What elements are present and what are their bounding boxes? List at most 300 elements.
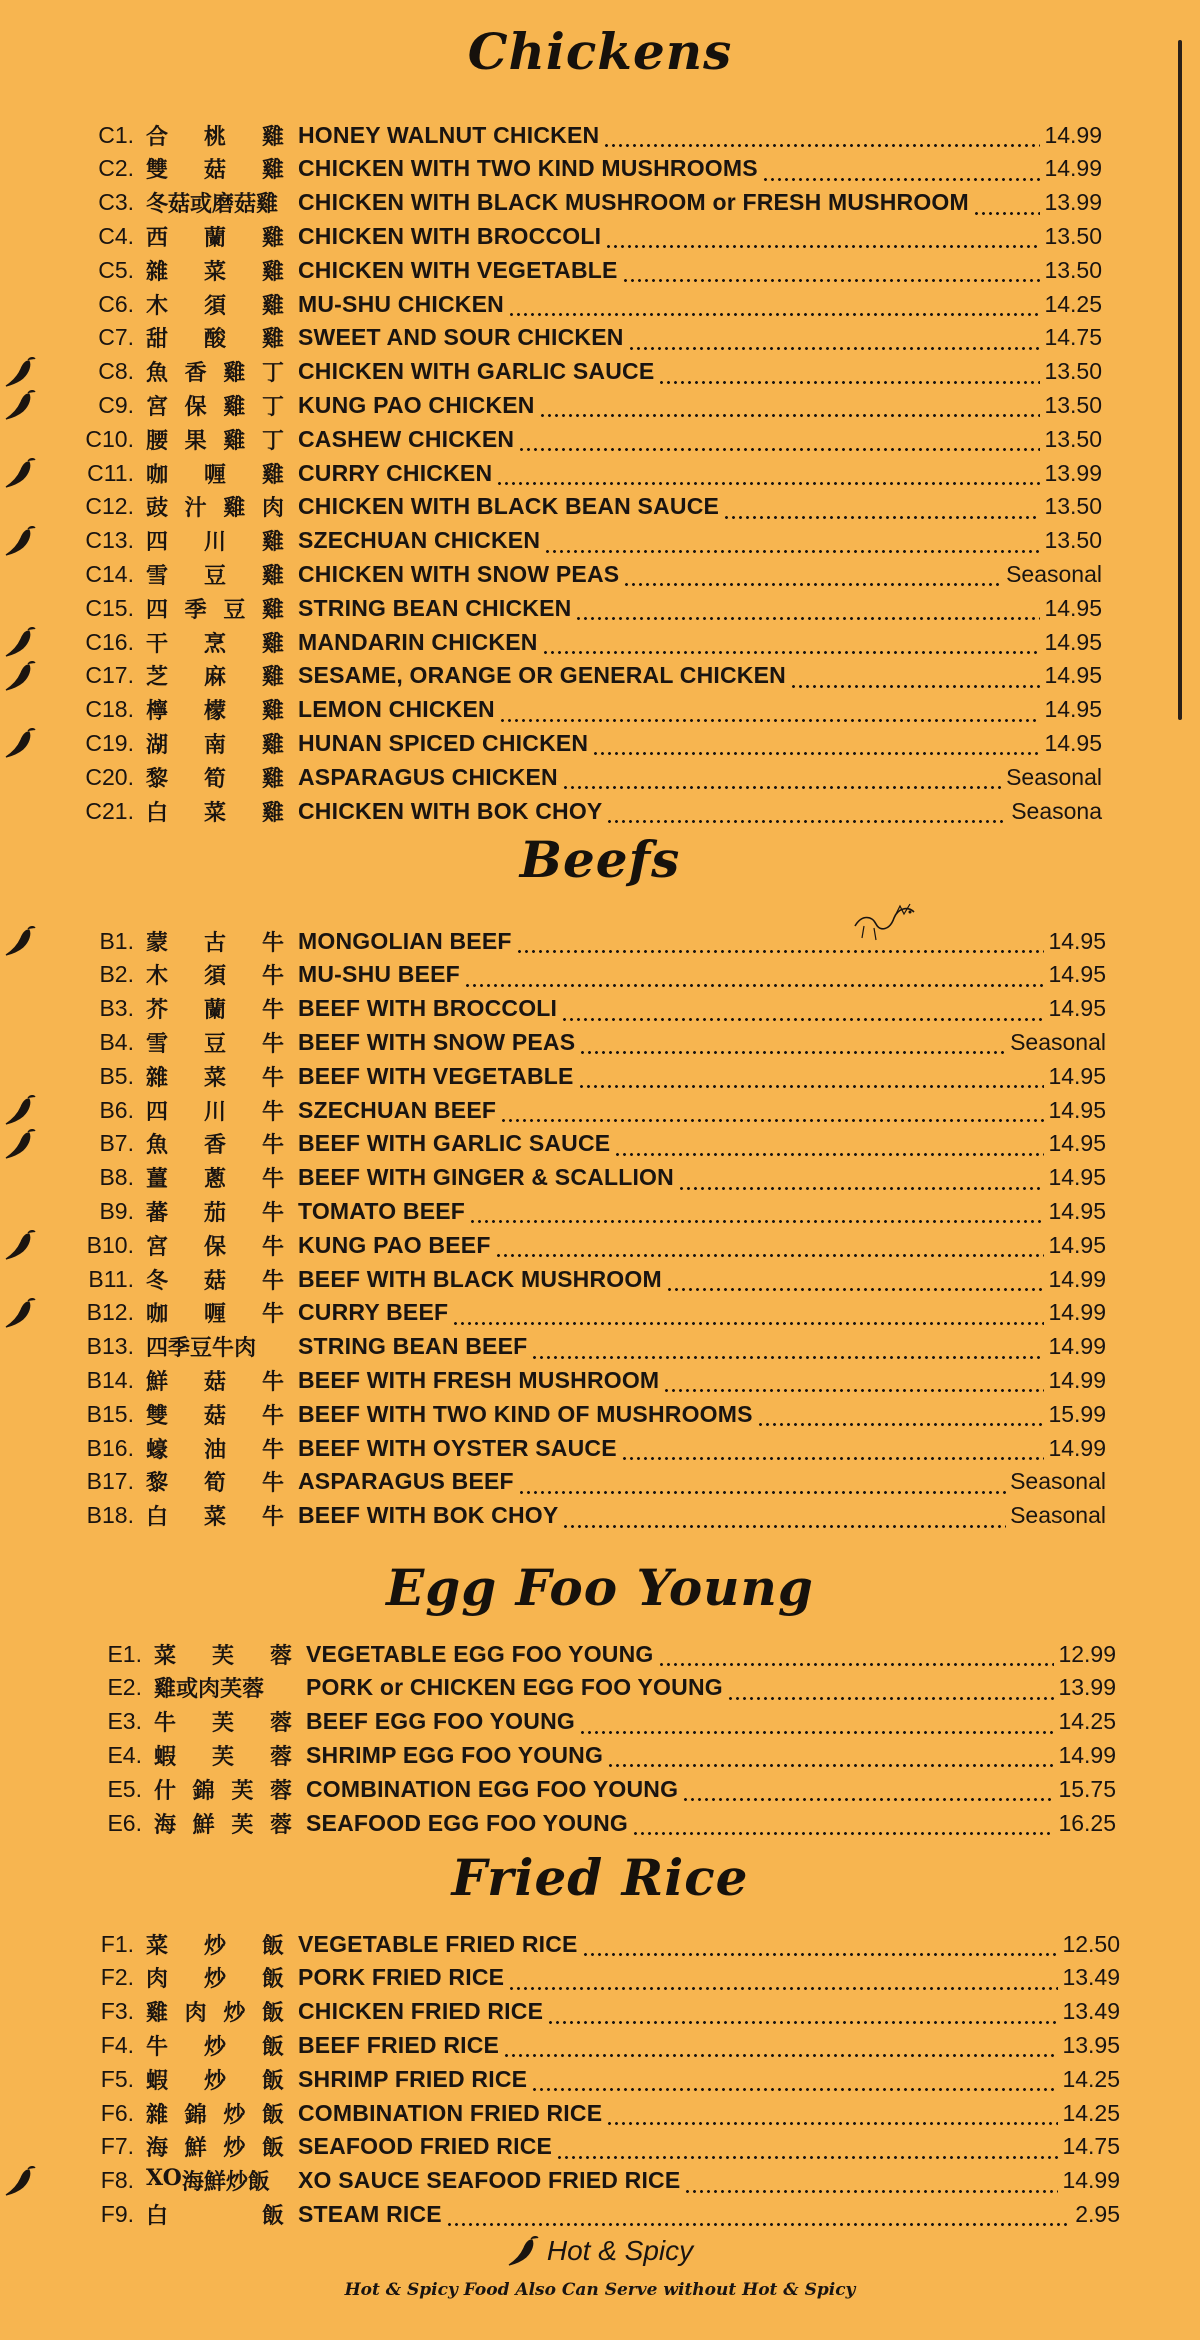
item-chinese-name: 豉 汁 雞 肉 [146, 495, 284, 522]
dot-leader [790, 667, 1040, 693]
menu-item-row [64, 1772, 1116, 1806]
item-price: 14.95 [1048, 1197, 1106, 1224]
menu-item-row [56, 659, 1102, 693]
item-price: 12.99 [1058, 1640, 1116, 1667]
item-english-name: MONGOLIAN BEEF [298, 927, 512, 954]
item-english-name: KUNG PAO CHICKEN [298, 391, 535, 418]
menu-item-row [56, 1431, 1106, 1465]
item-chinese-name: 雜 菜 雞 [146, 258, 284, 285]
item-code: C19. [85, 729, 134, 756]
item-price: 2.95 [1075, 2200, 1120, 2227]
dot-leader [621, 1439, 1045, 1465]
dot-leader [663, 1371, 1044, 1397]
item-code: B17. [86, 1468, 134, 1495]
item-price: 14.25 [1062, 2099, 1120, 2126]
item-price: Seasonal [1010, 1468, 1106, 1495]
item-price: 14.25 [1058, 1708, 1116, 1735]
dot-leader [757, 1405, 1045, 1431]
item-price: 14.99 [1048, 1434, 1106, 1461]
item-price: 13.99 [1044, 189, 1102, 216]
menu-item-row [56, 2096, 1120, 2130]
item-price: 14.99 [1048, 1265, 1106, 1292]
dot-leader [464, 966, 1045, 992]
item-price: 14.95 [1048, 961, 1106, 988]
item-english-name: CHICKEN WITH BOK CHOY [298, 797, 603, 824]
dot-leader [469, 1202, 1044, 1228]
chili-pepper-icon [4, 2166, 38, 2196]
item-code: F7. [100, 2133, 134, 2160]
chili-pepper-icon [4, 458, 38, 488]
menu-item-row [56, 794, 1102, 828]
menu-item-row [56, 2197, 1120, 2231]
item-english-name: STRING BEAN BEEF [298, 1333, 528, 1360]
menu-item-row [56, 1465, 1106, 1499]
item-english-name: MU-SHU BEEF [298, 961, 460, 988]
menu-item-row [56, 1927, 1120, 1961]
item-english-name: BEEF WITH FRESH MUSHROOM [298, 1366, 660, 1393]
item-code: C18. [85, 696, 134, 723]
item-english-name: BEEF FRIED RICE [298, 2031, 500, 2058]
item-code: B11. [88, 1265, 134, 1292]
item-chinese-name: 蝦 芙 蓉 [154, 1743, 292, 1770]
item-price: 14.99 [1048, 1333, 1106, 1360]
item-code: C13. [85, 527, 134, 554]
item-code: F4. [100, 2031, 134, 2058]
dot-leader [973, 194, 1041, 220]
item-chinese-name: 腰 果 雞 丁 [146, 427, 284, 454]
dot-leader [518, 430, 1040, 456]
item-price: 13.49 [1062, 1998, 1120, 2025]
item-english-name: STEAM RICE [298, 2200, 442, 2227]
item-chinese-name: 海 鮮 芙 蓉 [154, 1811, 292, 1838]
item-price: 14.25 [1062, 2065, 1120, 2092]
item-chinese-name: 雜 錦 炒 飯 [146, 2101, 284, 2128]
item-chinese-name: 芝 麻 雞 [146, 664, 284, 691]
menu-item-row [56, 118, 1102, 152]
item-code: B14. [86, 1366, 134, 1393]
item-chinese-name: 冬 菇 牛 [146, 1267, 284, 1294]
menu-item-row [56, 186, 1102, 220]
item-code: F2. [100, 1964, 134, 1991]
item-price: 14.95 [1044, 729, 1102, 756]
item-code: B2. [99, 961, 134, 988]
item-english-name: BEEF WITH GARLIC SAUCE [298, 1130, 611, 1157]
menu-item-row [56, 625, 1102, 659]
item-code: C4. [98, 222, 134, 249]
item-price: 14.99 [1048, 1299, 1106, 1326]
item-chinese-name: 魚 香 雞 丁 [146, 360, 284, 387]
item-english-name: CHICKEN WITH SNOW PEAS [298, 560, 620, 587]
item-code: C14. [85, 560, 134, 587]
item-code: B8. [99, 1164, 134, 1191]
item-price: 14.75 [1062, 2133, 1120, 2160]
item-chinese-name: 雞 肉 炒 飯 [146, 2000, 284, 2027]
dot-leader [547, 2003, 1058, 2029]
dot-leader [452, 1304, 1044, 1330]
item-chinese-name: 四 季 豆 雞 [146, 596, 284, 623]
item-english-name: ASPARAGUS BEEF [298, 1468, 514, 1495]
item-english-name: COMBINATION EGG FOO YOUNG [306, 1775, 679, 1802]
item-english-name: HONEY WALNUT CHICKEN [298, 121, 600, 148]
item-chinese-name: 牛 芙 蓉 [154, 1710, 292, 1737]
menu-item-row [56, 219, 1102, 253]
item-code: E6. [107, 1809, 142, 1836]
item-price: 16.25 [1058, 1809, 1116, 1836]
item-code: B4. [99, 1028, 134, 1055]
item-code: C5. [98, 256, 134, 283]
menu-item-row [56, 524, 1102, 558]
item-price: 13.50 [1044, 391, 1102, 418]
item-chinese-name: 海 鮮 炒 飯 [146, 2135, 284, 2162]
item-code: B6. [99, 1096, 134, 1123]
item-chinese-name: 雙 菇 雞 [146, 157, 284, 184]
chili-pepper-icon [4, 728, 38, 758]
item-english-name: CHICKEN WITH VEGETABLE [298, 256, 618, 283]
item-english-name: BEEF WITH GINGER & SCALLION [298, 1164, 674, 1191]
dot-leader [579, 1033, 1006, 1059]
dot-leader [632, 1814, 1054, 1840]
item-chinese-name: 雪 豆 雞 [146, 562, 284, 589]
chili-pepper-icon [4, 1129, 38, 1159]
item-chinese-name: 蕃 茄 牛 [146, 1199, 284, 1226]
dot-leader [544, 532, 1040, 558]
item-english-name: LEMON CHICKEN [298, 696, 495, 723]
item-english-name: CHICKEN WITH BLACK MUSHROOM or FRESH MUSHROOM [298, 189, 969, 216]
item-english-name: MU-SHU CHICKEN [298, 290, 504, 317]
item-price: 14.95 [1048, 1062, 1106, 1089]
item-chinese-name: 蒙 古 牛 [146, 929, 284, 956]
dot-leader [508, 295, 1040, 321]
item-chinese-name: 菜 芙 蓉 [154, 1642, 292, 1669]
menu-item-row [56, 1228, 1106, 1262]
menu-item-row [56, 422, 1102, 456]
item-english-name: CHICKEN WITH BROCCOLI [298, 222, 602, 249]
page-edge-bar [1178, 40, 1182, 720]
item-price: 14.95 [1044, 594, 1102, 621]
item-chinese-name: 魚 香 牛 [146, 1132, 284, 1159]
item-chinese-name: 薑 蔥 牛 [146, 1166, 284, 1193]
chili-pepper-icon [4, 357, 38, 387]
item-chinese-name: 菜 炒 飯 [146, 1932, 284, 1959]
dot-leader [562, 768, 1002, 794]
item-english-name: SEAFOOD EGG FOO YOUNG [306, 1809, 628, 1836]
item-english-name: VEGETABLE FRIED RICE [298, 1930, 578, 1957]
menu-item-row [56, 760, 1102, 794]
item-chinese-name: 檸 檬 雞 [146, 698, 284, 725]
menu-item-row [56, 2062, 1120, 2096]
item-price: 13.50 [1044, 222, 1102, 249]
menu-item-row [56, 1161, 1106, 1195]
item-chinese-name: 西 蘭 雞 [146, 224, 284, 251]
section-title-friedrice: Fried Rice [451, 1848, 749, 1907]
dot-leader [531, 2070, 1058, 2096]
dot-leader [682, 1780, 1054, 1806]
item-price: 14.99 [1048, 1366, 1106, 1393]
dot-leader [531, 1338, 1044, 1364]
chili-pepper-icon [4, 926, 38, 956]
item-english-name: BEEF WITH OYSTER SAUCE [298, 1434, 617, 1461]
item-english-name: BEEF EGG FOO YOUNG [306, 1708, 575, 1735]
menu-item-row [56, 1499, 1106, 1533]
item-price: 14.95 [1048, 1130, 1106, 1157]
item-code: C8. [98, 358, 134, 385]
menu-item-row [56, 693, 1102, 727]
item-code: B3. [99, 995, 134, 1022]
item-code: B9. [99, 1197, 134, 1224]
menu-item-row [56, 1296, 1106, 1330]
menu-item-row [56, 152, 1102, 186]
item-chinese-name: 雪 豆 牛 [146, 1030, 284, 1057]
item-english-name: SHRIMP EGG FOO YOUNG [306, 1741, 604, 1768]
item-english-name: VEGETABLE EGG FOO YOUNG [306, 1640, 654, 1667]
item-code: B16. [86, 1434, 134, 1461]
menu-item-row [56, 992, 1106, 1026]
dot-leader [684, 2172, 1058, 2198]
item-english-name: TOMATO BEEF [298, 1197, 466, 1224]
section-title-beefs: Beefs [519, 830, 681, 889]
menu-item-row [56, 557, 1102, 591]
menu-item-row [64, 1806, 1116, 1840]
menu-item-row [56, 1397, 1106, 1431]
item-price: Seasonal [1006, 763, 1102, 790]
item-english-name: BEEF WITH BROCCOLI [298, 995, 558, 1022]
dot-leader [499, 701, 1041, 727]
dot-leader [614, 1135, 1044, 1161]
item-english-name: BEEF WITH TWO KIND OF MUSHROOMS [298, 1400, 753, 1427]
item-english-name: CURRY CHICKEN [298, 459, 493, 486]
item-price: 13.50 [1044, 527, 1102, 554]
chili-pepper-icon [4, 661, 38, 691]
item-code: E3. [107, 1708, 142, 1735]
item-code: F8. [100, 2167, 134, 2194]
menu-item-row [56, 287, 1102, 321]
item-english-name: COMBINATION FRIED RICE [298, 2099, 603, 2126]
item-price: 14.95 [1048, 927, 1106, 954]
dot-leader [592, 734, 1040, 760]
menu-item-row [56, 490, 1102, 524]
item-english-name: SZECHUAN BEEF [298, 1096, 497, 1123]
item-code: C9. [98, 391, 134, 418]
item-code: B1. [99, 927, 134, 954]
item-price: 14.95 [1048, 1164, 1106, 1191]
item-english-name: CHICKEN WITH GARLIC SAUCE [298, 358, 655, 385]
item-chinese-name: 雙 菇 牛 [146, 1402, 284, 1429]
dot-leader [496, 464, 1040, 490]
item-chinese-name: 四 川 牛 [146, 1098, 284, 1125]
menu-item-row [64, 1705, 1116, 1739]
dot-leader [578, 1067, 1045, 1093]
dot-leader [582, 1935, 1059, 1961]
item-english-name: BEEF WITH BLACK MUSHROOM [298, 1265, 662, 1292]
menu-item-row [64, 1671, 1116, 1705]
menu-item-row [56, 1330, 1106, 1364]
dot-leader [605, 227, 1040, 253]
item-code: B7. [99, 1130, 134, 1157]
item-english-name: BEEF WITH BOK CHOY [298, 1502, 559, 1529]
item-code: B5. [99, 1062, 134, 1089]
item-english-name: CURRY BEEF [298, 1299, 449, 1326]
item-chinese-name: 黎 筍 雞 [146, 765, 284, 792]
menu-item-row [56, 1961, 1120, 1995]
dot-leader [575, 599, 1040, 625]
item-english-name: HUNAN SPICED CHICKEN [298, 729, 589, 756]
menu-item-row [56, 958, 1106, 992]
dot-leader [658, 363, 1040, 389]
item-english-name: CHICKEN FRIED RICE [298, 1998, 544, 2025]
dot-leader [606, 802, 1007, 828]
item-english-name: SWEET AND SOUR CHICKEN [298, 324, 624, 351]
item-chinese-name: 牛 炒 飯 [146, 2033, 284, 2060]
dot-leader [495, 1236, 1045, 1262]
dot-leader [503, 2036, 1058, 2062]
menu-item-row [56, 388, 1102, 422]
item-code: C15. [85, 594, 134, 621]
dot-leader [561, 1000, 1044, 1026]
item-chinese-name: 咖 喱 雞 [146, 461, 284, 488]
section-title-chickens: Chickens [467, 22, 733, 81]
item-code: B13. [86, 1333, 134, 1360]
item-chinese-name: XO 海 鮮 炒 飯 [146, 2165, 270, 2196]
item-price: 14.75 [1044, 324, 1102, 351]
menu-item-row [56, 924, 1106, 958]
item-chinese-name: 合 桃 雞 [146, 123, 284, 150]
menu-item-row [56, 456, 1102, 490]
item-chinese-name: 肉 炒 飯 [146, 1966, 284, 1993]
dot-leader [539, 396, 1041, 422]
dot-leader [622, 261, 1041, 287]
item-chinese-name: 蝦 炒 飯 [146, 2067, 284, 2094]
item-chinese-name: 黎 筍 牛 [146, 1470, 284, 1497]
menu-item-row [56, 253, 1102, 287]
item-price: 14.99 [1058, 1741, 1116, 1768]
menu-item-row [56, 2130, 1120, 2164]
item-english-name: BEEF WITH SNOW PEAS [298, 1028, 576, 1055]
item-english-name: BEEF WITH VEGETABLE [298, 1062, 574, 1089]
chili-pepper-icon [4, 627, 38, 657]
item-chinese-name: 雞 或 肉 芙 蓉 [154, 1676, 265, 1703]
item-code: E4. [107, 1741, 142, 1768]
chili-pepper-icon [4, 526, 38, 556]
menu-item-row [56, 1194, 1106, 1228]
item-price: Seasonal [1010, 1028, 1106, 1055]
dot-leader [678, 1169, 1044, 1195]
item-price: 15.99 [1048, 1400, 1106, 1427]
dot-leader [516, 932, 1045, 958]
item-code: C7. [98, 324, 134, 351]
item-price: 12.50 [1062, 1930, 1120, 1957]
dot-leader [658, 1645, 1055, 1671]
item-chinese-name: 湖 南 雞 [146, 731, 284, 758]
item-code: F1. [100, 1930, 134, 1957]
menu-item-row [56, 1262, 1106, 1296]
item-price: 13.50 [1044, 358, 1102, 385]
item-code: F9. [100, 2200, 134, 2227]
dot-leader [727, 1679, 1055, 1705]
item-price: 13.49 [1062, 1964, 1120, 1991]
item-price: 14.99 [1062, 2167, 1120, 2194]
menu-item-row [56, 1093, 1106, 1127]
dot-leader [500, 1101, 1044, 1127]
item-english-name: PORK FRIED RICE [298, 1964, 505, 1991]
item-price: 14.99 [1044, 121, 1102, 148]
item-code: B18. [86, 1502, 134, 1529]
dot-leader [628, 329, 1041, 355]
item-code: C11. [87, 459, 134, 486]
menu-item-row [56, 726, 1102, 760]
dot-leader [446, 2205, 1071, 2231]
item-chinese-name: 四 川 雞 [146, 529, 284, 556]
item-english-name: CASHEW CHICKEN [298, 425, 515, 452]
item-code: E5. [107, 1775, 142, 1802]
dot-leader [606, 2104, 1058, 2130]
item-chinese-name: 什 錦 芙 蓉 [154, 1777, 292, 1804]
item-price: 14.95 [1048, 1231, 1106, 1258]
item-price: 14.95 [1044, 662, 1102, 689]
item-english-name: CHICKEN WITH BLACK BEAN SAUCE [298, 493, 720, 520]
menu-item-row [56, 1059, 1106, 1093]
item-price: 13.99 [1044, 459, 1102, 486]
menu-item-row [56, 1995, 1120, 2029]
item-english-name: SHRIMP FRIED RICE [298, 2065, 528, 2092]
item-code: C12. [85, 493, 134, 520]
legend-note: Hot & Spicy Food Also Can Serve without Hot & Spicy [344, 2280, 856, 2300]
dot-leader [556, 2138, 1058, 2164]
item-code: E2. [107, 1674, 142, 1701]
dot-leader [562, 1507, 1006, 1533]
item-code: C6. [98, 290, 134, 317]
menu-item-row [64, 1738, 1116, 1772]
item-code: E1. [107, 1640, 142, 1667]
item-chinese-name: 宮 保 牛 [146, 1233, 284, 1260]
menu-item-row [56, 355, 1102, 389]
dot-leader [518, 1473, 1006, 1499]
item-code: F3. [100, 1998, 134, 2025]
item-english-name: CHICKEN WITH TWO KIND MUSHROOMS [298, 155, 758, 182]
item-chinese-name: 木 須 牛 [146, 963, 284, 990]
item-english-name: SESAME, ORANGE OR GENERAL CHICKEN [298, 662, 786, 689]
item-code: C3. [98, 189, 134, 216]
item-english-name: KUNG PAO BEEF [298, 1231, 491, 1258]
item-chinese-name: 芥 蘭 牛 [146, 997, 284, 1024]
item-code: B15. [86, 1400, 134, 1427]
menu-item-row [56, 1363, 1106, 1397]
item-price: 15.75 [1058, 1775, 1116, 1802]
item-english-name: SEAFOOD FRIED RICE [298, 2133, 553, 2160]
dot-leader [542, 633, 1041, 659]
item-code: F5. [100, 2065, 134, 2092]
item-price: 13.50 [1044, 425, 1102, 452]
item-code: C17. [85, 662, 134, 689]
item-chinese-name: 蠔 油 牛 [146, 1436, 284, 1463]
item-code: C16. [85, 628, 134, 655]
dot-leader [607, 1746, 1054, 1772]
item-price: 14.99 [1044, 155, 1102, 182]
item-chinese-name: 白 菜 雞 [146, 799, 284, 826]
chili-pepper-icon [4, 1095, 38, 1125]
item-code: C21. [85, 797, 134, 824]
item-code: C2. [98, 155, 134, 182]
chili-pepper-icon [4, 1230, 38, 1260]
dot-leader [762, 160, 1041, 186]
legend-label: Hot & Spicy [546, 2235, 694, 2266]
item-english-name: SZECHUAN CHICKEN [298, 527, 541, 554]
legend [0, 2235, 1200, 2267]
item-chinese-name: 白 菜 牛 [146, 1504, 284, 1531]
item-price: 14.25 [1044, 290, 1102, 317]
menu-item-row [56, 2028, 1120, 2062]
item-chinese-name: 宮 保 雞 丁 [146, 393, 284, 420]
item-price: Seasonal [1006, 560, 1102, 587]
